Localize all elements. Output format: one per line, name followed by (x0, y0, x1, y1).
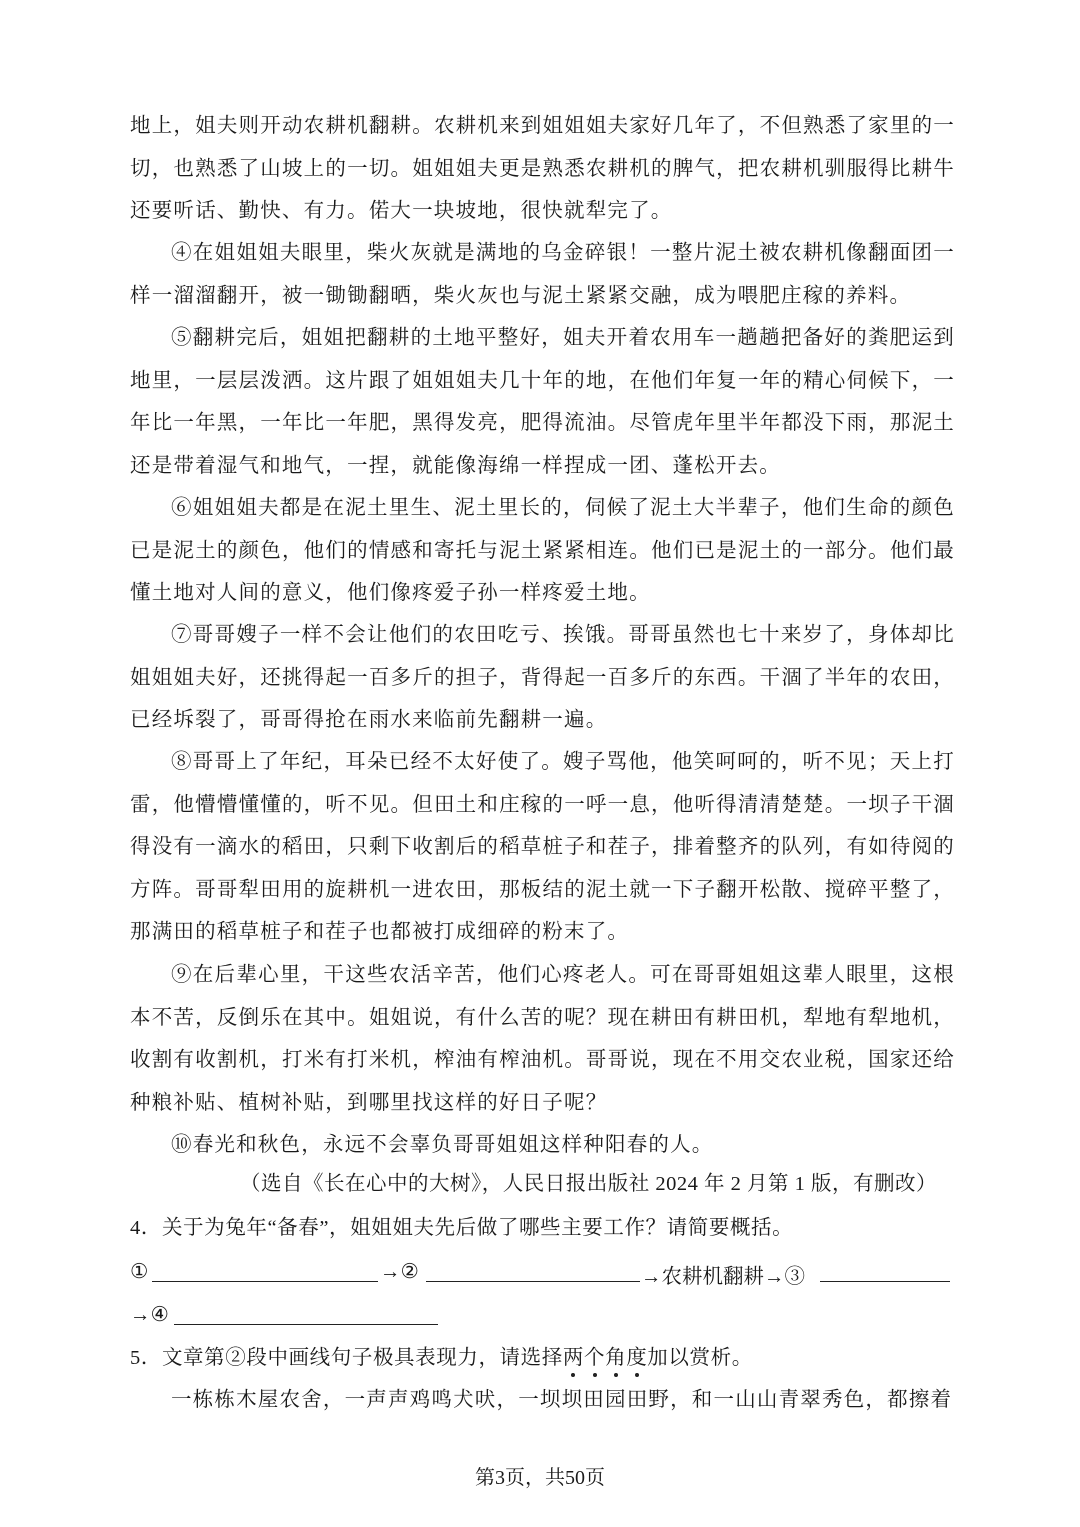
q4-blank-1-line[interactable] (152, 1281, 378, 1282)
q4-blank-3-line[interactable] (820, 1281, 950, 1282)
q4-blank-2-label: →② (380, 1261, 419, 1283)
q4-blank-4-label: →④ (130, 1304, 169, 1326)
page-number-footer: 第3页，共50页 (475, 1467, 605, 1489)
paragraph-5: ⑤翻耕完后，姐姐把翻耕的土地平整好，姐夫开着农用车一趟趟把备好的粪肥运到地里，一层层泼洒。这片跟了姐姐姐夫几十年的地，在他们年复一年的精心伺候下，一年比一年黑，一年比一年肥，黑得发亮，肥得流油。尽管虎年里半年都没下雨，那泥土还是带着湿气和地气，一捏，就能像海绵一样捏成一团、蓬松开去。 (130, 325, 955, 477)
paragraph-10: ⑩春光和秋色，永远不会辜负哥哥姐姐这样种阳春的人。 (171, 1132, 714, 1156)
question-5-suffix: 加以赏析。 (647, 1347, 753, 1369)
emphasis-char: 两 (562, 1347, 584, 1369)
question-5-text (130, 1340, 753, 1370)
paragraph-3-continued: 地上，姐夫则开动农耕机翻耕。农耕机来到姐姐姐夫家好几年了，不但熟悉了家里的一切，也熟悉了山坡上的一切。姐姐姐夫更是熟悉农耕机的脾气，把农耕机驯服得比耕牛还要听话、勤快、有力。偌大一块坡地，很快就犁完了。 (130, 113, 955, 222)
q4-blank-4-line[interactable] (174, 1324, 438, 1325)
emphasis-char: 角 (605, 1347, 627, 1369)
q4-blank-1-label: ① (130, 1261, 149, 1283)
question-5-prefix: 5．文章第②段中画线句子极具表现力，请选择 (130, 1347, 563, 1369)
q4-blank-3-label: →农耕机翻耕→③ (641, 1266, 805, 1288)
paragraph-6: ⑥姐姐姐夫都是在泥土里生、泥土里长的，伺候了泥土大半辈子，他们生命的颜色已是泥土的颜色，他们的情感和寄托与泥土紧紧相连。他们已是泥土的一部分。他们最懂土地对人间的意义，他们像疼爱子孙一样疼爱土地。 (130, 495, 955, 604)
paragraph-9: ⑨在后辈心里，干这些农活辛苦，他们心疼老人。可在哥哥姐姐这辈人眼里，这根本不苦，反倒乐在其中。姐姐说，有什么苦的呢？现在耕田有耕田机，犁地有犁地机，收割有收割机，打米有打米机，榨油有榨油机。哥哥说，现在不用交农业税，国家还给种粮补贴、植树补贴，到哪里找这样的好日子呢？ (130, 962, 955, 1114)
question-4-text: 4．关于为兔年“备春”，姐姐姐夫先后做了哪些主要工作？请简要概括。 (130, 1217, 794, 1239)
source-citation: （选自《长在心中的大树》，人民日报出版社 2024 年 2 月第 1 版，有删改） (240, 1173, 937, 1195)
paragraph-4: ④在姐姐姐夫眼里，柴火灰就是满地的乌金碎银！一整片泥土被农耕机像翻面团一样一溜溜翻开，被一锄锄翻晒，柴火灰也与泥土紧紧交融，成为喂肥庄稼的养料。 (130, 240, 955, 307)
paragraph-8: ⑧哥哥上了年纪，耳朵已经不太好使了。嫂子骂他，他笑呵呵的，听不见；天上打雷，他懵懵懂懂的，听不见。但田土和庄稼的一呼一息，他听得清清楚楚。一坝子干涸得没有一滴水的稻田，只剩下收割后的稻草桩子和茬子，排着整齐的队列，有如待阅的方阵。哥哥犁田用的旋耕机一进农田，那板结的泥土就一下子翻开松散、搅碎平整了，那满田的稻草桩子和茬子也都被打成细碎的粉末了。 (130, 749, 955, 943)
emphasis-char: 度 (626, 1347, 648, 1369)
paragraph-7: ⑦哥哥嫂子一样不会让他们的农田吃亏、挨饿。哥哥虽然也七十来岁了，身体却比姐姐姐夫好，还挑得起一百多斤的担子，背得起一百多斤的东西。干涸了半年的农田，已经坼裂了，哥哥得抢在雨水来临前先翻耕一遍。 (130, 622, 955, 731)
q4-blank-2-line[interactable] (426, 1281, 640, 1282)
emphasis-char: 个 (583, 1347, 606, 1369)
question-5-quote: 一栋栋木屋农舍，一声声鸡鸣犬吠，一坝坝田园田野，和一山山青翠秀色，都擦着 (171, 1387, 953, 1411)
